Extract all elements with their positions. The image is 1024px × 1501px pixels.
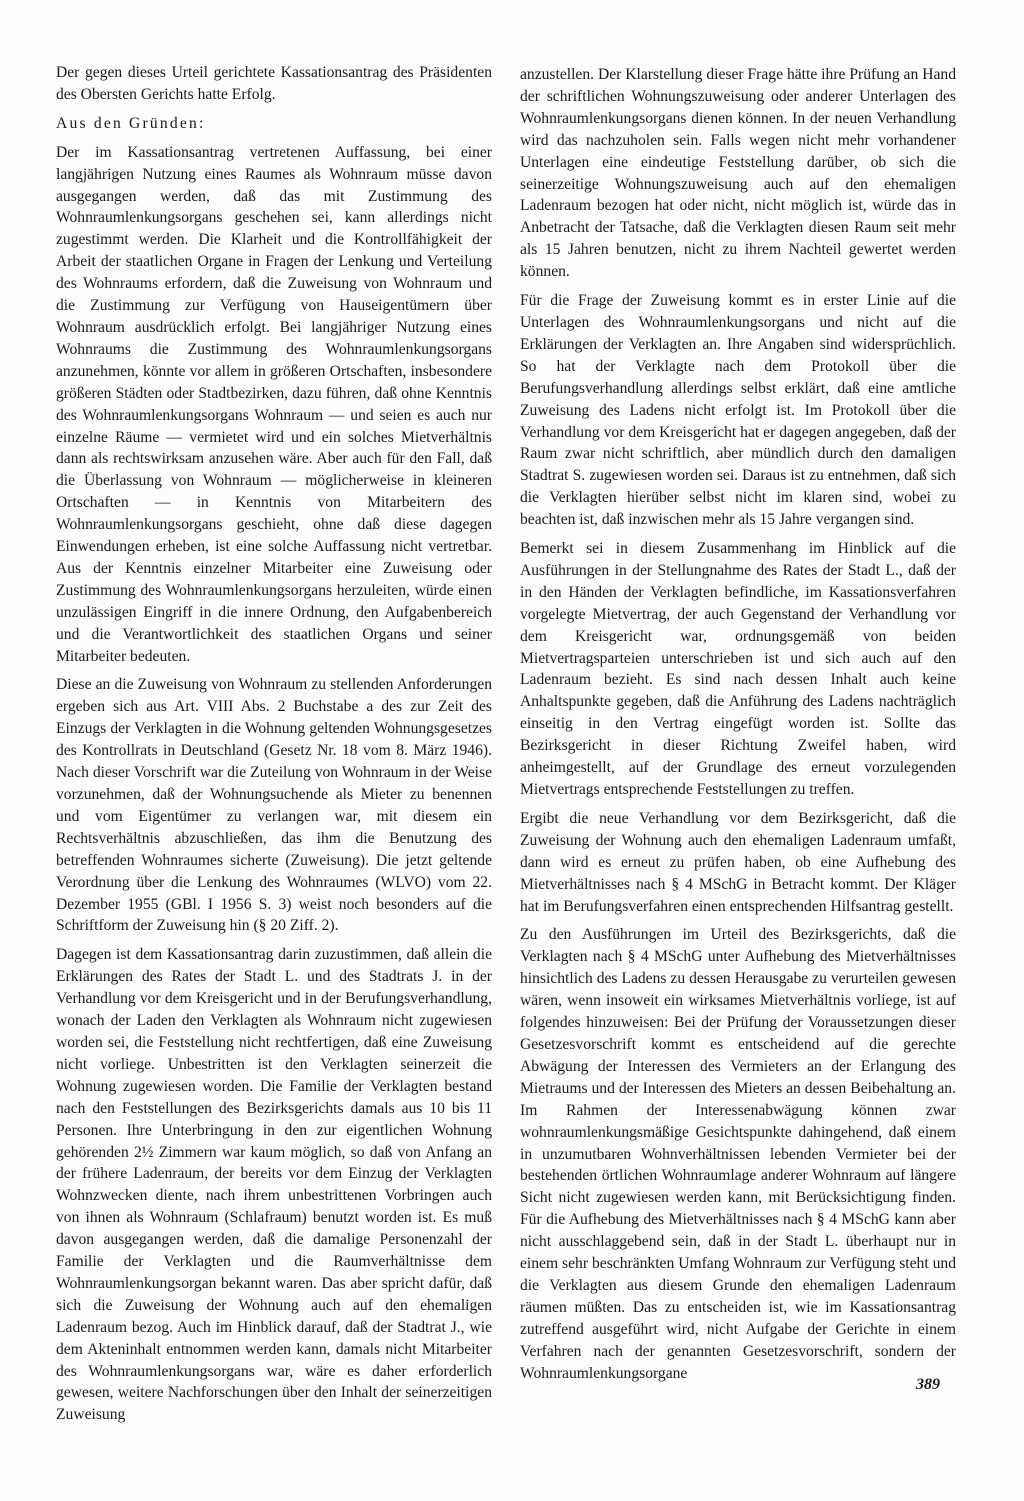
body-paragraph: Zu den Ausführungen im Urteil des Bezirksgerichts, daß die Verklagten nach § 4 MSchG unter Aufhebung des Mietverhältnisses hinsichtlich des Ladens zu dessen Herausgabe zu verurteilen gewesen wären, wenn insoweit ein wirksames Mietverhältnis vorliege, ist auf folgendes hinzuweisen: Bei der Prüfung der Voraussetzungen dieser Gesetzesvorschrift kommt es entscheidend auf die gerechte Abwägung der Interessen des Vermieters an der Erlangung des Mietraums und der Interessen des Mieters an dessen Beibehaltung an. Im Rahmen der Interessenabwägung können zwar wohnraumlenkungsmäßige Gesichtspunkte dahingehend, daß einem in unzumutbaren Wohnverhältnissen lebenden Vermieter bei der bestehenden örtlichen Wohnraumlage anderer Wohnraum auf längere Sicht nicht zugewiesen werden kann, mit Berücksichtigung finden. Für die Aufhebung des Mietverhältnisses nach § 4 MSchG kann aber nicht ausschlaggebend sein, daß in der Stadt L. überhaupt nur in einem sehr beschränkten Umfang Wohnraum zur Verfügung steht und die Verklagten aus diesem Grunde den ehemaligen Ladenraum räumen müßten. Das zu entscheiden ist, wie im Kassationsantrag zutreffend ausgeführt wird, nicht Aufgabe der Gerichte in einem Verfahren nach der genannten Gesetzesvorschrift, sondern der Wohnraumlenkungsorgane — [520, 926, 956, 1382]
body-paragraph: Ergibt die neue Verhandlung vor dem Bezirksgericht, daß die Zuweisung der Wohnung auch den ehemaligen Ladenraum umfaßt, dann wird es erneut zu prüfen haben, ob eine Aufhebung des Mietverhältnisses nach § 4 MSchG in Betracht kommt. Der Kläger hat im Berufungsverfahren einen entsprechenden Hilfsantrag gestellt. — [520, 809, 956, 915]
body-paragraph: Der im Kassationsantrag vertretenen Auffassung, bei einer langjährigen Nutzung eines Raumes als Wohnraum müsse davon ausgegangen werden, daß das mit Zustimmung des Wohnraumlenkungsorgans geschehen sei, kann allerdings nicht zugestimmt werden. Die Klarheit und die Kontrollfähigkeit der Arbeit der staatlichen Organe in Fragen der Lenkung und Verteilung des Wohnraums erfordern, daß die Zuweisung von Wohnraum und die Zustimmung zur Verfügung von Hauseigentümern über Wohnraum ausdrücklich erfolgt. Bei langjähriger Nutzung eines Wohnraums die Zustimmung des Wohnraumlenkungsorgans anzunehmen, könnte vor allem in größeren Ortschaften, insbesondere größeren Städten oder Stadtbezirken, dazu führen, daß ohne Kenntnis des Wohnraumlenkungsorgans Wohnraum — und seien es auch nur einzelne Räume — vermietet wird und ein solches Mietverhältnis dann als rechtswirksam anzusehen wäre. Aber auch für den Fall, daß die Überlassung von Wohnraum — möglicherweise in kleineren Ortschaften — in Kenntnis von Mitarbeitern des Wohnraumlenkungsorgans geschieht, ohne daß diese dagegen Einwendungen erheben, ist eine solche Auffassung nicht vertretbar. Aus der Kenntnis einzelner Mitarbeiter eine Zuweisung oder Zustimmung des Wohnraumlenkungsorgans herzuleiten, würde einen unzulässigen Eingriff in die innere Ordnung, den Aufgabenbereich und die Verantwortlichkeit des staatlichen Organs und seiner Mitarbeiter bedeuten. — [56, 143, 492, 665]
body-paragraph: Bemerkt sei in diesem Zusammenhang im Hinblick auf die Ausführungen in der Stellungnahme des Rates der Stadt L., daß der in den Händen der Verklagten befindliche, im Kassationsverfahren vorgelegte Mietvertrag, der auch Gegenstand der Verhandlung vor dem Kreisgericht war, ordnungsgemäß von beiden Mietvertragsparteien unterschrieben ist und sich auch auf den Ladenraum bezieht. Es sind nach dessen Inhalt auch keine Anhaltspunkte gegeben, daß die Anführung des Ladens nachträglich einseitig in den Vertrag eingefügt worden ist. Sollte das Bezirksgericht in dieser Richtung Zweifel haben, wird anheimgestellt, auf der Grundlage des erneut vorzulegenden Mietvertrags entsprechende Feststellungen zu treffen. — [520, 540, 956, 798]
body-paragraph: Für die Frage der Zuweisung kommt es in erster Linie auf die Unterlagen des Wohnraumlenkungsorgans und nicht auf die Erklärungen der Verklagten an. Ihre Angaben sind widersprüchlich. So hat der Verklagte nach dem Protokoll über die Berufungsverhandlung allerdings selbst erklärt, daß eine amtliche Zuweisung des Ladens nicht erfolgt ist. Im Protokoll über die Verhandlung vor dem Kreisgericht hat er dagegen angegeben, daß der Raum zwar nicht schriftlich, aber mündlich durch den damaligen Stadtrat S. zugewiesen worden sei. Daraus ist zu entnehmen, daß sich die Verklagten hierüber selbst nicht im klaren sind, wobei zu beachten ist, daß inzwischen mehr als 15 Jahre vergangen sind. — [520, 292, 956, 529]
section-heading: Aus den Gründen: — [56, 114, 206, 132]
body-paragraph: Dagegen ist dem Kassationsantrag darin zuzustimmen, daß allein die Erklärungen des Rates der Stadt L. und des Stadtrats J. in der Verhandlung vor dem Kreisgericht und in der Berufungsverhandlung, wonach der Laden den Verklagten als Wohnraum nicht zugewiesen worden sei, die Feststellung nicht rechtfertigen, daß eine Zuweisung nicht vorliege. Unbestritten ist den Verklagten seinerzeit die Wohnung zugewiesen worden. Die Familie der Verklagten bestand nach den Feststellungen des Bezirksgerichts damals aus 10 bis 11 Personen. Ihre Unterbringung in den zur eigentlichen Wohnung gehörenden 2½ Zimmern war kaum möglich, so daß von Anfang an der frühere Ladenraum, der bereits vor dem Einzug der Verklagten Wohnzwecken diente, nach ihrem unbestrittenen Vorbringen auch von ihnen als Wohnraum (Schlafraum) benutzt worden ist. Es muß davon ausgegangen werden, daß die damalige Personenzahl der Familie der Verklagten und die Raumverhältnisse dem Wohnraumlenkungsorgan bekannt waren. Das aber spricht dafür, daß sich die Zuweisung der Wohnung auch auf den ehemaligen Ladenraum bezog. Auch im Hinblick darauf, daß der Stadtrat J., wie dem Akteninhalt entnommen werden kann, damals nicht Mitarbeiter des Wohnraumlenkungsorgans war, wäre es daher erforderlich gewesen, weitere Nachforschungen über den Inhalt der seinerzeitigen Zuweisung — [56, 946, 492, 1424]
right-column — [520, 64, 956, 1391]
intro-paragraph: Der gegen dieses Urteil gerichtete Kassationsantrag des Präsidenten des Obersten Gerichts hatte Erfolg. — [56, 64, 492, 103]
page-number: 389 — [916, 1376, 940, 1393]
body-paragraph: anzustellen. Der Klarstellung dieser Frage hätte ihre Prüfung an Hand der schriftlichen Wohnungszuweisung oder anderer Unterlagen des Wohnraumlenkungsorgans dienen können. In der neuen Verhandlung wird das nachzuholen sein. Falls wegen nicht mehr vorhandener Unterlagen eine eindeutige Feststellung darüber, ob sich die seinerzeitige Wohnungszuweisung auch auf den ehemaligen Ladenraum bezogen hat oder nicht, nicht möglich ist, würde das in Anbetracht der Tatsache, daß die Verklagten diesen Raum seit mehr als 15 Jahren benutzen, nicht zu ihrem Nachteil gewertet werden können. — [520, 66, 956, 281]
body-paragraph: Diese an die Zuweisung von Wohnraum zu stellenden Anforderungen ergeben sich aus Art. VIII Abs. 2 Buchstabe a des zur Zeit des Einzugs der Verklagten in die Wohnung geltenden Wohnungsgesetzes des Kontrollrats in Deutschland (Gesetz Nr. 18 vom 8. März 1946). Nach dieser Vorschrift war die Zuteilung von Wohnraum in der Weise vorzunehmen, daß der Wohnungsuchende als Mieter zu benennen und vom Eigentümer zu verlangen war, mit diesem ein Rechtsverhältnis abzuschließen, das ihm die Benutzung des betreffenden Wohnraumes sicherte (Zuweisung). Die jetzt geltende Verordnung über die Lenkung des Wohnraumes (WLVO) vom 22. Dezember 1955 (GBl. I 1956 S. 3) weist noch besonders auf die Schriftform der Zuweisung hin (§ 20 Ziff. 2). — [56, 676, 492, 935]
left-column — [56, 62, 492, 1433]
